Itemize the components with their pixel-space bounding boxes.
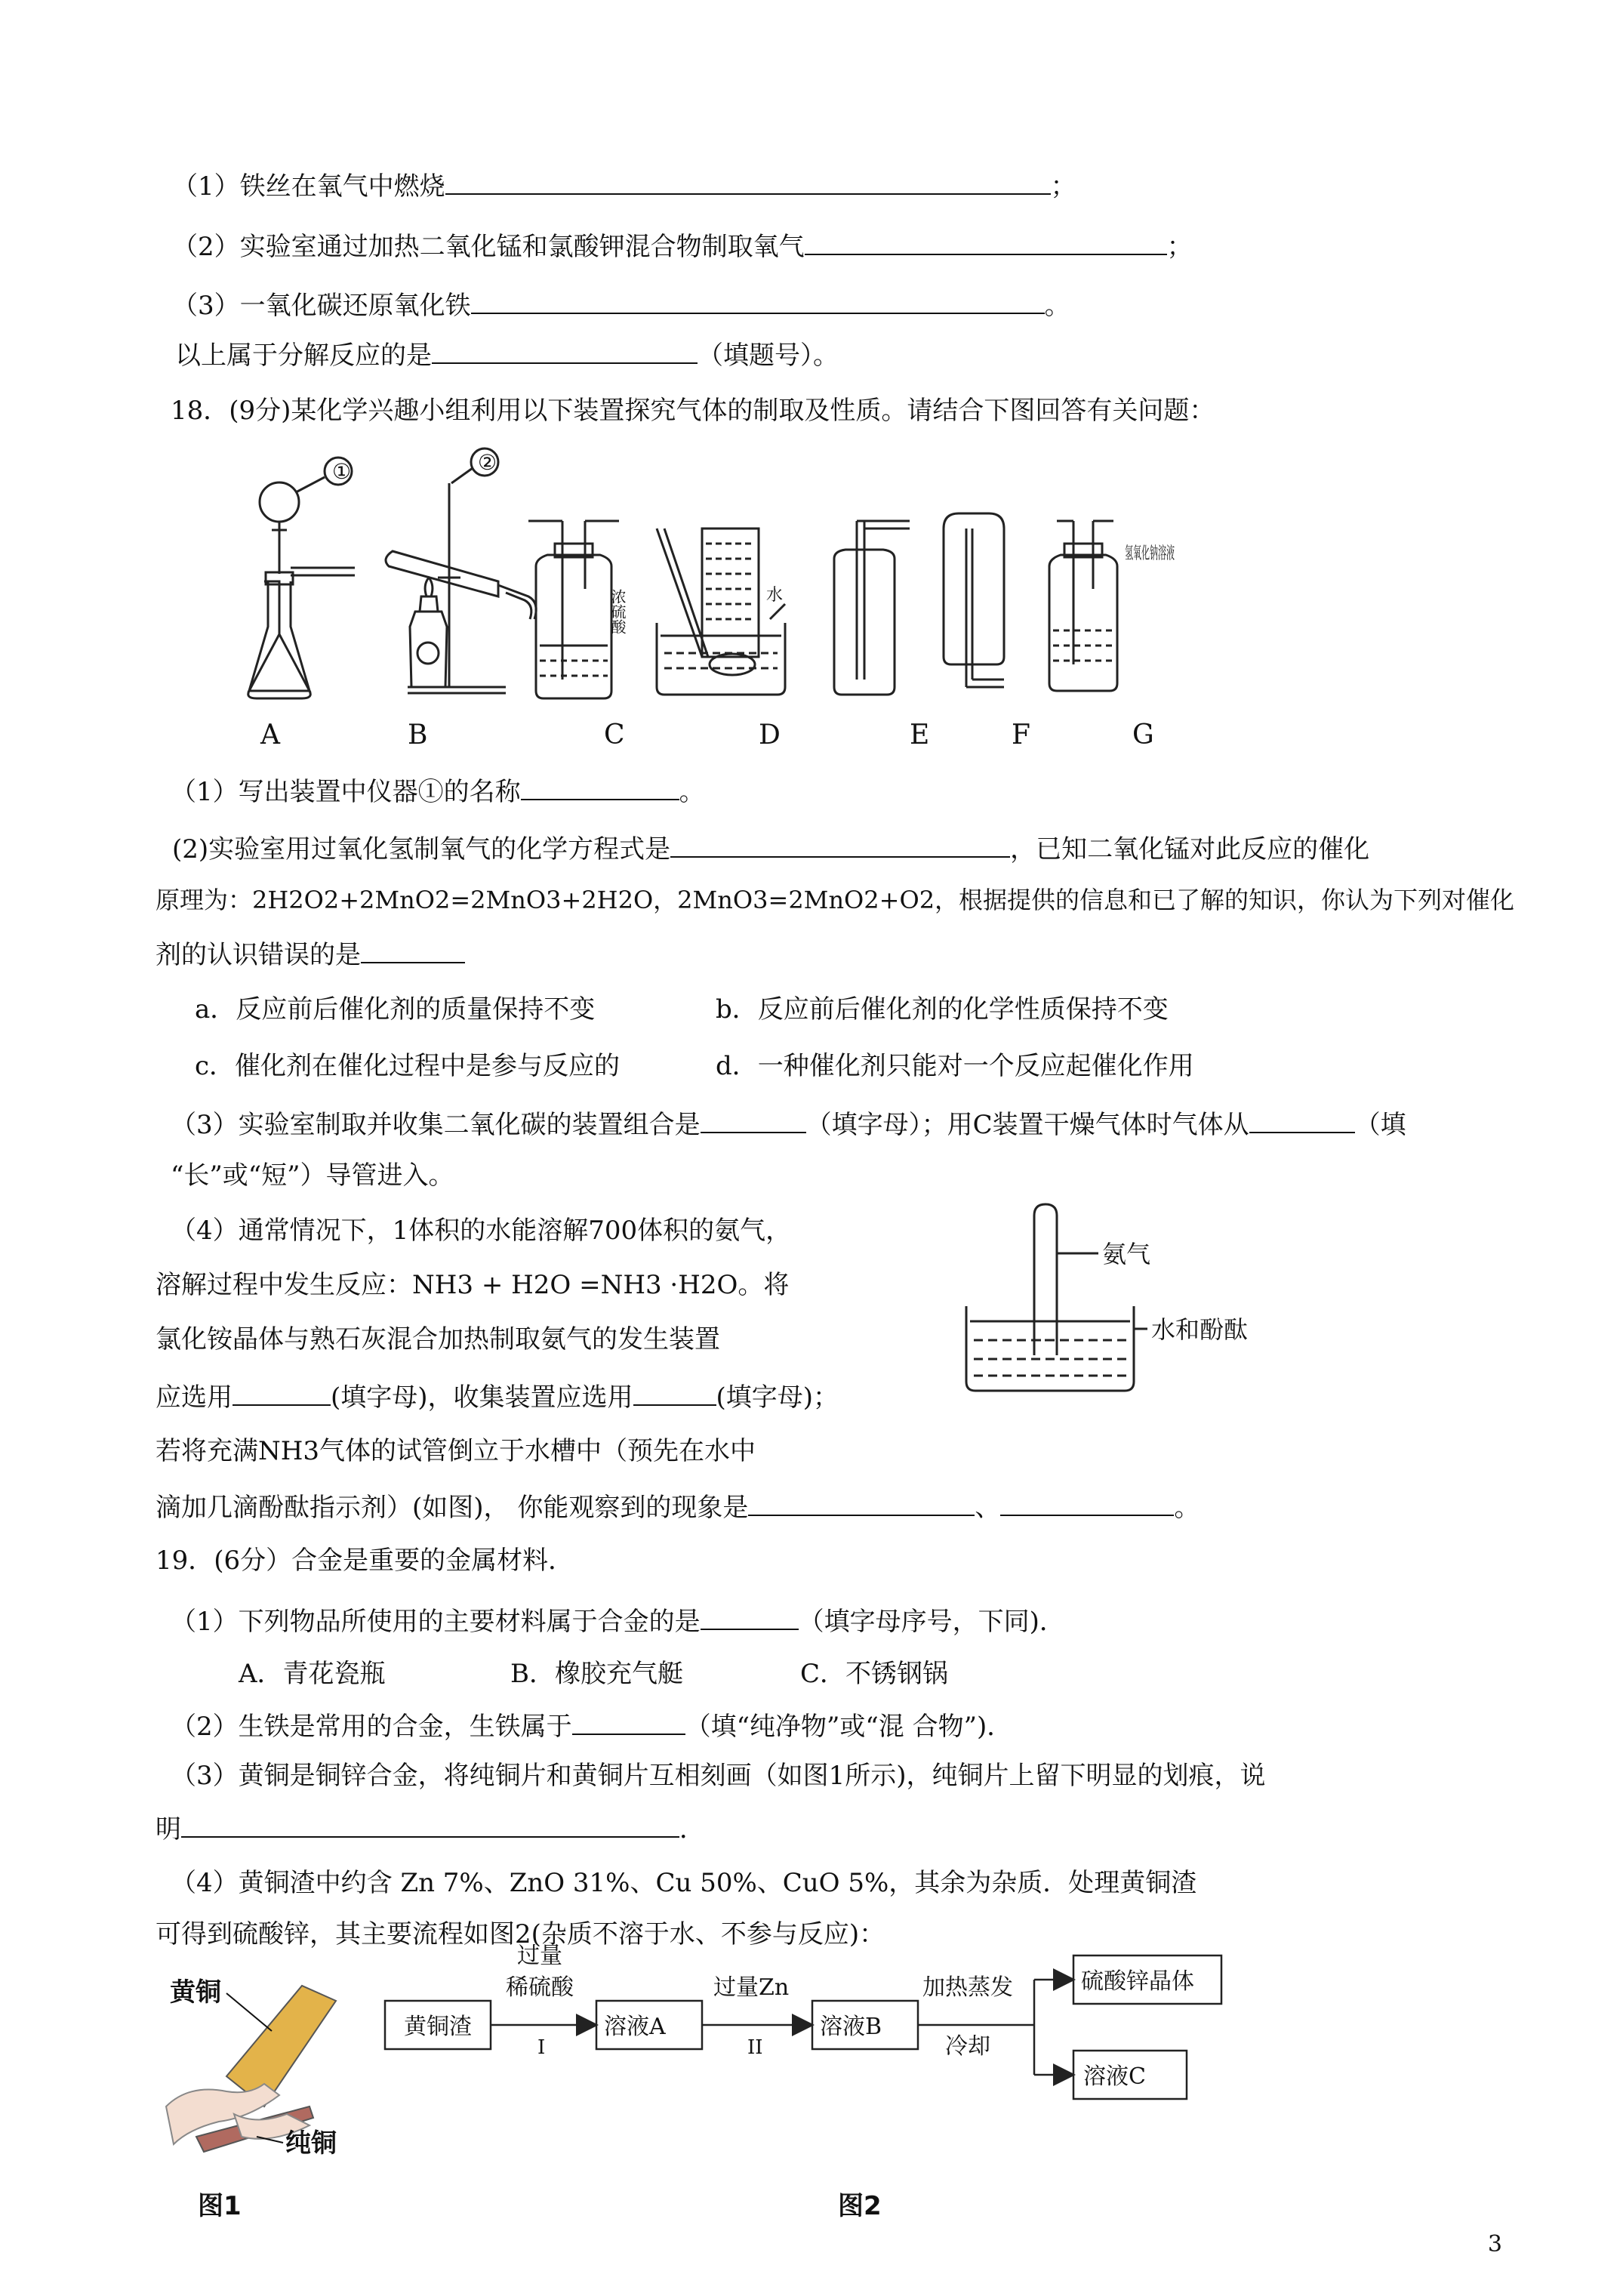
q19-p4a: （4）黄铜渣中约含 Zn 7%、ZnO 31%、Cu 50%、CuO 5%，其余为杂质．处理黄铜渣 (171, 1868, 1197, 1898)
q18-opt-c: c．催化剂在催化过程中是参与反应的 (195, 1051, 621, 1081)
apparatus-d (657, 529, 785, 695)
q18-p4c: 氯化铵晶体与熟石灰混合加热制取氨气的发生装置 (156, 1324, 720, 1354)
q18-p4a: （4）通常情况下，1体积的水能溶解700体积的氨气， (171, 1216, 792, 1246)
q18-opt-b: b．反应前后催化剂的化学性质保持不变 (716, 994, 1169, 1025)
figure-1 (159, 1963, 370, 2177)
q19-opt-a: A．青花瓷瓶 (239, 1659, 386, 1689)
q19-opt-c: C．不锈钢锅 (800, 1659, 949, 1689)
figure-1-caption: 图1 (198, 2191, 242, 2221)
label-f: F (1012, 720, 1030, 750)
flow-step1-top1: 过量 (517, 1943, 562, 1969)
q18-p4e: 若将充满NH3气体的试管倒立于水槽中（预先在水中 (156, 1436, 756, 1466)
label-pure-copper: 纯铜 (285, 2128, 337, 2159)
label-brass: 黄铜 (170, 1977, 221, 2008)
q17-item1: （1）铁丝在氧气中燃烧 ； (172, 168, 1076, 203)
label-b: B (408, 720, 428, 750)
q18-opt-a: a．反应前后催化剂的质量保持不变 (195, 994, 596, 1025)
q17-decomp: 以上属于分解反应的是 （填题号）。 (175, 337, 839, 372)
q19-p4b: 可得到硫酸锌，其主要流程如图2(杂质不溶于水、不参与反应)： (156, 1919, 885, 1949)
apparatus-f (944, 513, 1004, 687)
apparatus-c (528, 521, 627, 698)
q19-title: 19．(6分）合金是重要的金属材料． (156, 1546, 574, 1576)
q19-p2: （2）生铁是常用的合金，生铁属于 （填“纯净物”或“混 合物”)． (171, 1708, 1012, 1743)
label-e: E (910, 720, 930, 750)
flow-brass-slag: 黄铜渣 (404, 2014, 472, 2040)
flow-step1-top2: 稀硫酸 (506, 1974, 574, 2001)
apparatus-b (386, 448, 536, 693)
q19-p3a: （3）黄铜是铜锌合金，将纯铜片和黄铜片互相刻画（如图1所示)，纯铜片上留下明显的划痕，说 (171, 1761, 1266, 1791)
label-nongliusuan: 浓硫酸 (608, 589, 627, 634)
flow-solution-a: 溶液A (604, 2014, 666, 2040)
q18-p4d: 应选用 (填字母)，收集装置应选用 (填字母)； (156, 1379, 839, 1414)
apparatus-g (1049, 521, 1175, 691)
q17-item2: （2）实验室通过加热二氧化锰和氯酸钾混合物制取氧气 ； (172, 228, 1193, 264)
label-water-phenolphthalein: 水和酚酞 (1151, 1315, 1249, 1344)
flow-solution-b: 溶液B (820, 2014, 882, 2040)
page-number: 3 (1487, 2231, 1502, 2257)
marker-2: ② (478, 450, 497, 475)
label-d: D (759, 720, 781, 750)
q18-p2a: (2)实验室用过氧化氢制氧气的化学方程式是 ，已知二氧化锰对此反应的催化 (172, 831, 1369, 866)
label-water: 水 (766, 586, 784, 605)
q18-p4b: 溶解过程中发生反应：NH3 + H2O =NH3 ·H2O。将 (156, 1270, 790, 1300)
q18-p2b: 原理为：2H2O2+2MnO2=2MnO3+2H2O，2MnO3=2MnO2+O2，根据提供的信息和已了解的知识，你认为下列对催化 (156, 886, 1515, 914)
flow-solution-c: 溶液C (1083, 2063, 1146, 2090)
apparatus-e (834, 521, 910, 695)
q18-p2c: 剂的认识错误的是 (156, 936, 465, 972)
q18-p1: （1）写出装置中仪器①的名称 。 (171, 773, 705, 809)
marker-1: ① (332, 459, 352, 484)
label-a: A (260, 720, 280, 750)
q18-p4f: 滴加几滴酚酞指示剂）(如图)， 你能观察到的现象是 、 。 (156, 1489, 1200, 1524)
q19-opt-b: B．橡胶充气艇 (510, 1659, 683, 1689)
label-g: G (1132, 720, 1154, 750)
q18-p3a: （3）实验室制取并收集二氧化碳的装置组合是 （填字母）；用C装置干燥气体时气体从 （填 (171, 1106, 1406, 1142)
apparatus-diagram (226, 438, 1298, 766)
flow-step2-num: II (747, 2036, 763, 2059)
flow-step2-top: 过量Zn (713, 1974, 790, 2001)
flow-step3-top: 加热蒸发 (922, 1974, 1013, 2001)
q18-p3b: “长”或“短”）导管进入。 (171, 1160, 454, 1191)
label-c: C (604, 720, 625, 750)
figure-2-caption: 图2 (838, 2191, 882, 2221)
flow-step3-bottom: 冷却 (945, 2033, 990, 2060)
q19-p3b: 明 ． (156, 1811, 705, 1846)
figure-2-flowchart (377, 1940, 1246, 2110)
ammonia-figure (951, 1193, 1298, 1407)
label-ammonia: 氨气 (1102, 1240, 1151, 1268)
apparatus-a (248, 458, 355, 698)
q18-opt-d: d．一种催化剂只能对一个反应起催化作用 (716, 1051, 1194, 1081)
q17-item3: （3）一氧化碳还原氧化铁 。 (172, 287, 1070, 322)
q18-title: 18．(9分)某化学兴趣小组利用以下装置探究气体的制取及性质。请结合下图回答有关问题： (171, 396, 1215, 426)
flow-zinc-sulfate-crystal: 硫酸锌晶体 (1081, 1968, 1194, 1995)
q19-p1: （1）下列物品所使用的主要材料属于合金的是 （填字母序号，下同)． (171, 1603, 1065, 1638)
flow-step1-num: I (537, 2036, 546, 2059)
label-naoh: 氢氧化钠溶液 (1125, 544, 1175, 563)
